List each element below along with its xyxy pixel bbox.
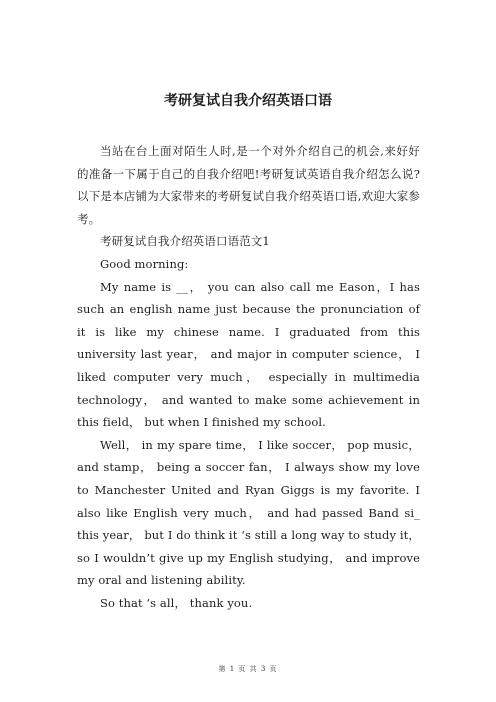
intro-paragraph: 当站在台上面对陌生人时,是一个对外介绍自己的机会,来好好的准备一下属于自己的自我介绍吧!考研复试英语自我介绍怎么说?以下是本店铺为大家带来的考研复试自我介绍英语口语,欢迎大家参考。 bbox=[77, 144, 420, 226]
closing-paragraph: So that ‘s all， thank you. bbox=[100, 595, 253, 610]
sample-heading: 考研复试自我介绍英语口语范文1 bbox=[100, 234, 270, 249]
document-body bbox=[77, 140, 420, 614]
body-paragraph: My name is __， you can also call me Eason，I has such an english name just because the pronunciation of it is like my chinese name. I graduated from this university last year， and major in computer science， I liked computer very much， especially in multimedia technology， and wanted to make some achievement in this field， but when I finished my school. bbox=[77, 279, 420, 430]
page-number: 第 1 页 共 3 页 bbox=[218, 665, 278, 673]
document-title: 考研复试自我介绍英语口语 bbox=[164, 93, 332, 109]
greeting-paragraph: Good morning: bbox=[100, 256, 189, 271]
body-paragraph: Well， in my spare time， I like soccer， pop music， and stamp， being a soccer fan， I always show my love to Manchester United and Ryan Giggs is my favorite. I also like English very much， and had passed Band si_ this year， but I do think it ‘s still a long way to study it， so I wouldn’t give up my English studying， and improve my oral and listening ability. bbox=[77, 437, 420, 588]
